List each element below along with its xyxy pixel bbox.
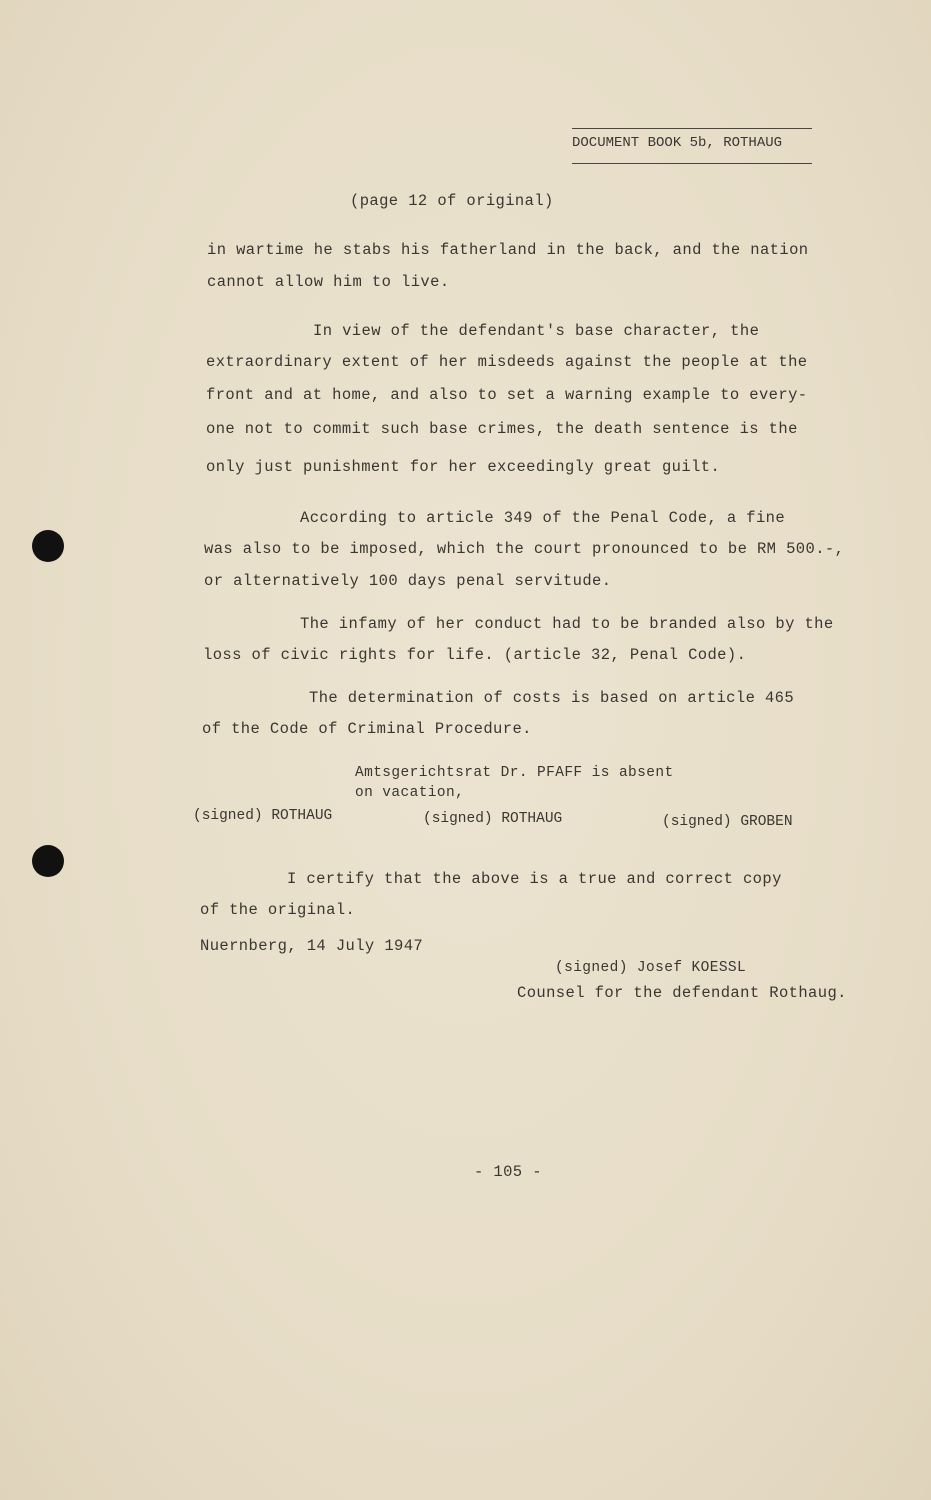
punch-hole-bottom [32, 845, 64, 877]
header-rule-top [572, 128, 812, 129]
place-and-date: Nuernberg, 14 July 1947 [200, 937, 424, 955]
paragraph-3-line-3: or alternatively 100 days penal servitude. [204, 572, 612, 590]
paragraph-3-line-2: was also to be imposed, which the court pronounced to be RM 500.-, [204, 540, 845, 558]
paragraph-5-line-1: The determination of costs is based on article 465 [309, 689, 795, 707]
paragraph-4-line-2: loss of civic rights for life. (article 32, Penal Code). [203, 646, 747, 664]
paragraph-2-line-2: extraordinary extent of her misdeeds against the people at the [206, 353, 808, 371]
page-number: - 105 - [474, 1163, 542, 1181]
certification-line-1: I certify that the above is a true and correct copy [287, 870, 782, 888]
signature-rothaug-1: (signed) ROTHAUG [193, 808, 333, 824]
page-note: (page 12 of original) [350, 192, 554, 210]
paragraph-1-line-1: in wartime he stabs his fatherland in the back, and the nation [207, 241, 809, 259]
signature-rothaug-2: (signed) ROTHAUG [423, 811, 563, 827]
paragraph-1-line-2: cannot allow him to live. [207, 273, 450, 291]
header-rule-bottom [572, 163, 812, 164]
paragraph-3-line-1: According to article 349 of the Penal Code, a fine [300, 509, 786, 527]
signature-groben: (signed) GROBEN [662, 814, 793, 830]
absence-note-line-2: on vacation, [355, 785, 465, 801]
certification-line-2: of the original. [200, 901, 356, 919]
paragraph-5-line-2: of the Code of Criminal Procedure. [202, 720, 532, 738]
paragraph-2-line-5: only just punishment for her exceedingly great guilt. [206, 458, 721, 476]
paragraph-4-line-1: The infamy of her conduct had to be branded also by the [300, 615, 834, 633]
counsel-signature: (signed) Josef KOESSL [555, 960, 747, 976]
paragraph-2-line-4: one not to commit such base crimes, the death sentence is the [206, 420, 798, 438]
punch-hole-top [32, 530, 64, 562]
paragraph-2-line-3: front and at home, and also to set a warning example to every- [206, 386, 808, 404]
counsel-title: Counsel for the defendant Rothaug. [517, 984, 847, 1002]
document-reference: DOCUMENT BOOK 5b, ROTHAUG [572, 135, 783, 151]
paragraph-2-line-1: In view of the defendant's base character, the [313, 322, 760, 340]
absence-note-line-1: Amtsgerichtsrat Dr. PFAFF is absent [355, 765, 674, 781]
